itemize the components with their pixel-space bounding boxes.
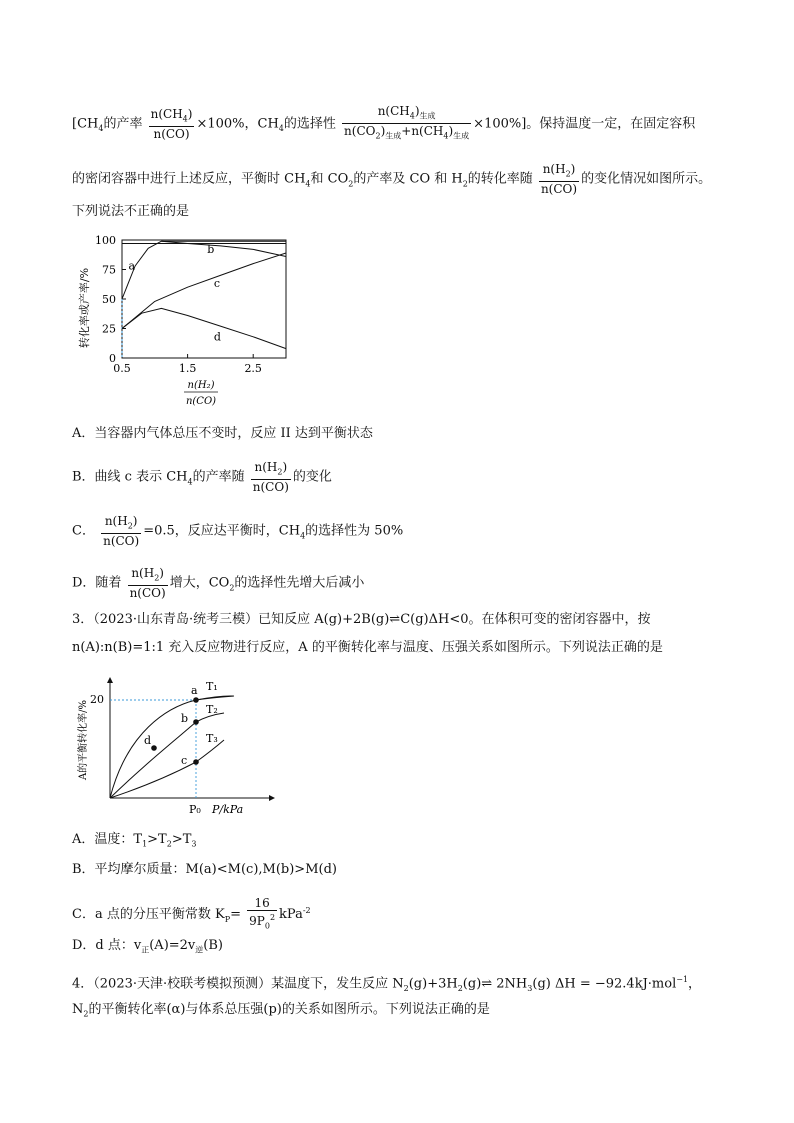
chart1-ylabel: 转化率或产率/% <box>78 267 91 349</box>
chart1-ytick-label: 25 <box>102 322 116 336</box>
point-a <box>193 697 199 703</box>
selectivity-fraction: $\frac{n(CH_4)_{生成}}{n(CO_2)_{生成}+n(CH_4)_{生成}}$ <box>344 104 470 141</box>
chart1-label-b: b <box>207 242 215 256</box>
chart1-series-d <box>122 308 286 348</box>
q2-option-c: C． $\frac{n(H_2)}{n(CO)}$ =0.5，反应达平衡时，$CH_4$的选择性为 50% <box>72 514 404 549</box>
q3-line2: n(A):n(B)=1:1 充入反应物进行反应，A 的平衡转化率与温度、压强关系如图所示。下列说法正确的是 <box>72 640 663 655</box>
q4-line2: $N_2$的平衡转化率(α)与体系总压强(p)的关系如图所示。下列说法正确的是 <box>72 1002 490 1019</box>
q3-heading: 3．（2023·山东青岛·统考三模）已知反应 A(g)+2B(g)⇌C(g)ΔH<0。在体积可变的密闭容器中，按 <box>72 612 651 627</box>
q2-option-b: B．曲线 c 表示 $CH_4$的产率随 $\frac{n(H_2)}{n(CO)}$ 的变化 <box>72 460 332 495</box>
label-a: a <box>191 684 198 697</box>
q2-condition-line: 的密闭容器中进行上述反应，平衡时 $CH_4$和 $CO_2$的产率及 CO 和 $H_2$的转化率随 $\frac{n(H_2)}{n(CO)}$ 的变化情况如图所示。 <box>72 162 712 197</box>
q2-definition-line: [$CH_4$的产率 $\frac{n(CH_4)}{n(CO)}$ ×100%，$CH_4$的选择性 $\frac{n(CH_4)_{生成}}{n(CO_2)_{生成}+n(CH_4)_{生成}}$ ×100%]。保持温度一定，在固定容积 <box>72 104 695 144</box>
point-b <box>193 719 199 725</box>
tick-20: 20 <box>90 693 104 706</box>
tick-p0: P₀ <box>189 803 201 816</box>
curve-t3 <box>110 740 224 798</box>
label-t2: T₂ <box>206 703 218 716</box>
chart-conversion-yield <box>72 228 302 418</box>
chart1-series-a <box>122 241 286 299</box>
q4-heading: 4．（2023·天津·校联考模拟预测）某温度下，发生反应 $N_2(g)+3H_2(g)\rightleftharpoons$ $2NH_3(g) \Delta H = -92.4kJ\cdot mol^{-1}$， <box>72 975 702 993</box>
yield-fraction: $\frac{n(CH_4)}{n(CO)}$ <box>150 106 193 142</box>
h2-co-ratio-fraction: $\frac{n(H_2)}{n(CO)}$ <box>540 162 578 197</box>
chart1-ytick-label: 75 <box>102 263 116 277</box>
q2-option-d: D．随着 $\frac{n(H_2)}{n(CO)}$ 增大，$CO_2$的选择性先增大后减小 <box>72 566 365 601</box>
q2-option-a: A．当容器内气体总压不变时，反应 II 达到平衡状态 <box>72 426 373 441</box>
q3-option-d: D．d 点：$v_正(A)=2v_逆(B)$ <box>72 938 223 955</box>
label-c: c <box>181 754 188 767</box>
label-t3: T₃ <box>206 732 218 745</box>
label-t1: T₁ <box>206 680 218 693</box>
q3-option-a: A．温度：$T_1>T_2>T_3$ <box>72 832 197 849</box>
chart1-xtick-label: 0.5 <box>113 362 131 375</box>
chart1-xlabel-num: n(H₂) <box>187 380 215 391</box>
q3-option-c: C．a 点的分压平衡常数 $K_P=$ $\frac{16}{9P_0^2}$ kPa$^{-2}$ <box>72 896 311 931</box>
chart1-ytick-label: 100 <box>95 234 116 247</box>
chart1-ytick-label: 50 <box>102 293 116 306</box>
chart1-xtick-label: 2.5 <box>244 362 262 375</box>
xlabel: P/kPa <box>212 803 244 816</box>
chart1-label-c: c <box>213 277 221 291</box>
q3-option-b: B．平均摩尔质量：M(a)<M(c),M(b)>M(d) <box>72 862 337 877</box>
point-d <box>151 745 157 751</box>
chart-a-conversion <box>72 672 282 820</box>
point-c <box>193 759 199 765</box>
chart1-label-d: d <box>213 330 221 344</box>
chart1-frame <box>122 240 286 358</box>
chart1-label-a: a <box>128 259 136 273</box>
chart1-ytick-label: 0 <box>109 352 116 365</box>
chart1-xtick-label: 1.5 <box>178 362 197 375</box>
q2-question: 下列说法不正确的是 <box>72 204 190 219</box>
label-b: b <box>181 712 189 725</box>
chart1-xlabel-den: n(CO) <box>185 396 217 407</box>
chart1-series-c <box>122 253 286 329</box>
chart2-ylabel: A的平衡转化率/% <box>78 699 89 781</box>
label-d: d <box>144 734 152 747</box>
